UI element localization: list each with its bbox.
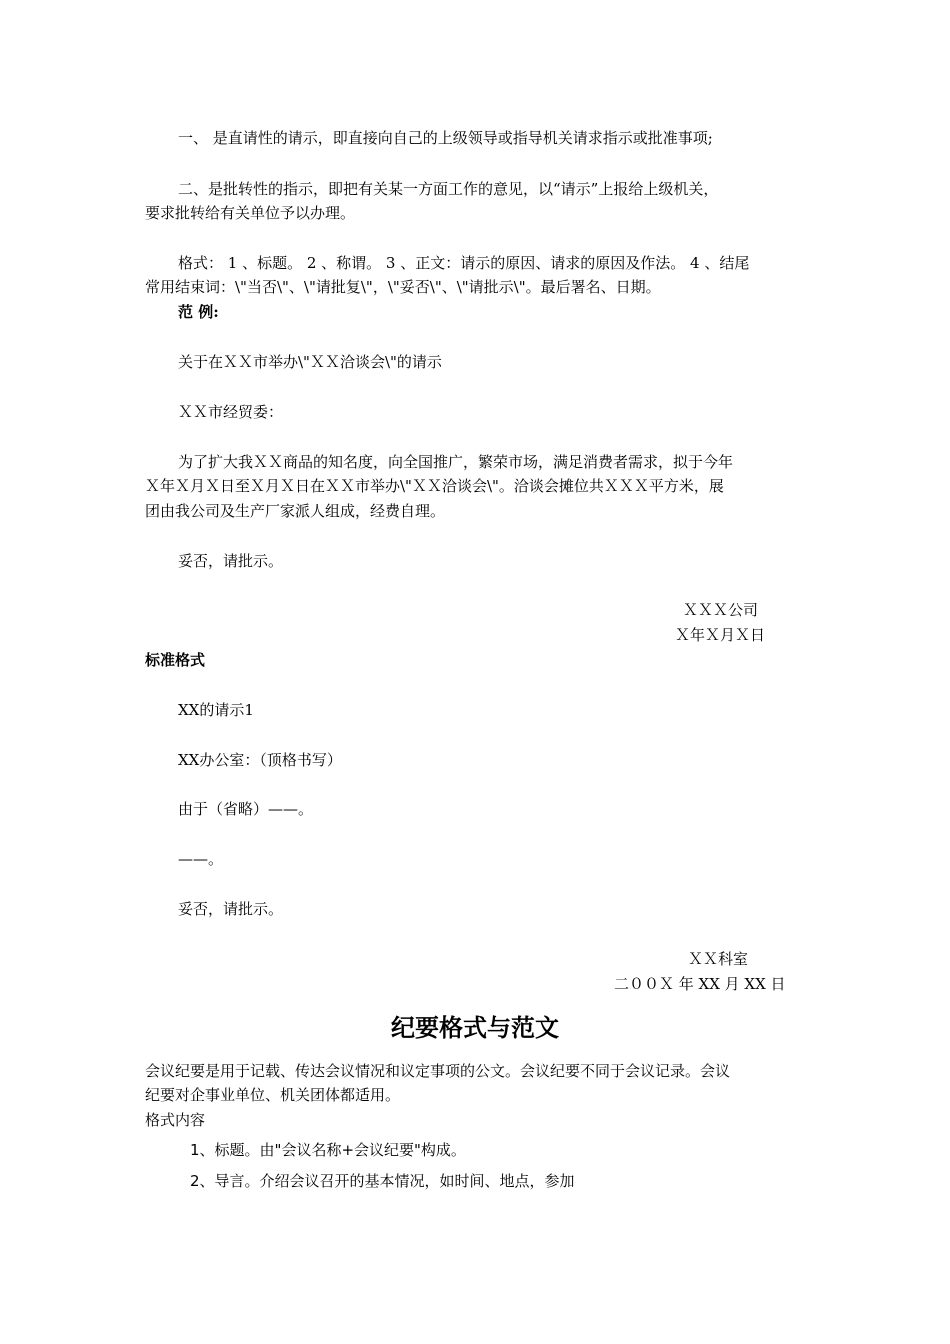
example-sign-org: ＸＸＸ公司 [683,601,759,619]
standard-closing: 妥否，请批示。 [178,900,284,918]
example-label: 范 例: [178,303,219,321]
standard-sign-org: ＸＸ科室 [688,950,749,968]
minutes-desc-b: 纪要对企事业单位、机关团体都适用。 [145,1086,401,1104]
minutes-title: 纪要格式与范文 [391,1014,559,1042]
standard-body-b: ——。 [178,850,224,868]
minutes-desc-a: 会议纪要是用于记载、传达会议情况和议定事项的公文。会议纪要不同于会议记录。会议 [145,1062,731,1080]
format-line-a: 格式： 1 、标题。 2 、称谓。 3 、正文：请示的原因、请求的原因及作法。 4 、结尾 [178,254,750,272]
standard-format-label: 标准格式 [145,651,206,669]
intro-line-2b: 要求批转给有关单位予以办理。 [145,204,356,222]
example-sign-date: Ｘ年Ｘ月Ｘ日 [675,626,766,644]
intro-line-1: 一、 是直请性的请示，即直接向自己的上级领导或指导机关请求指示或批准事项; [178,129,713,147]
standard-sign-date: 二００Ｘ 年 XX 月 XX 日 [614,975,786,993]
standard-salutation: XX办公室：（顶格书写） [178,751,342,769]
minutes-item-2: 2、导言。介绍会议召开的基本情况，如时间、地点，参加 [190,1172,575,1190]
intro-line-2a: 二、是批转性的指示，即把有关某一方面工作的意见，以“请示”上报给上级机关， [178,180,719,198]
example-body-a: 为了扩大我ＸＸ商品的知名度，向全国推广，繁荣市场，满足消费者需求，拟于今年 [178,453,734,471]
minutes-item-1: 1、标题。由"会议名称+会议纪要"构成。 [190,1141,466,1159]
example-body-c: 团由我公司及生产厂家派人组成，经费自理。 [145,502,446,520]
example-body-b: Ｘ年Ｘ月Ｘ日至Ｘ月Ｘ日在ＸＸ市举办\"ＸＸ洽谈会\"。洽谈会摊位共ＸＸＸ平方米，展 [145,477,724,495]
example-salutation: ＸＸ市经贸委： [178,403,284,421]
format-line-b: 常用结束词：\"当否\"、\"请批复\"，\"妥否\"、\"请批示\"。最后署名、日期。 [145,278,661,296]
minutes-format-label: 格式内容 [145,1111,206,1129]
standard-body-a: 由于（省略）——。 [178,800,314,818]
example-closing: 妥否，请批示。 [178,552,284,570]
standard-heading: XX的请示1 [178,701,254,719]
example-heading: 关于在ＸＸ市举办\"ＸＸ洽谈会\"的请示 [178,353,442,371]
